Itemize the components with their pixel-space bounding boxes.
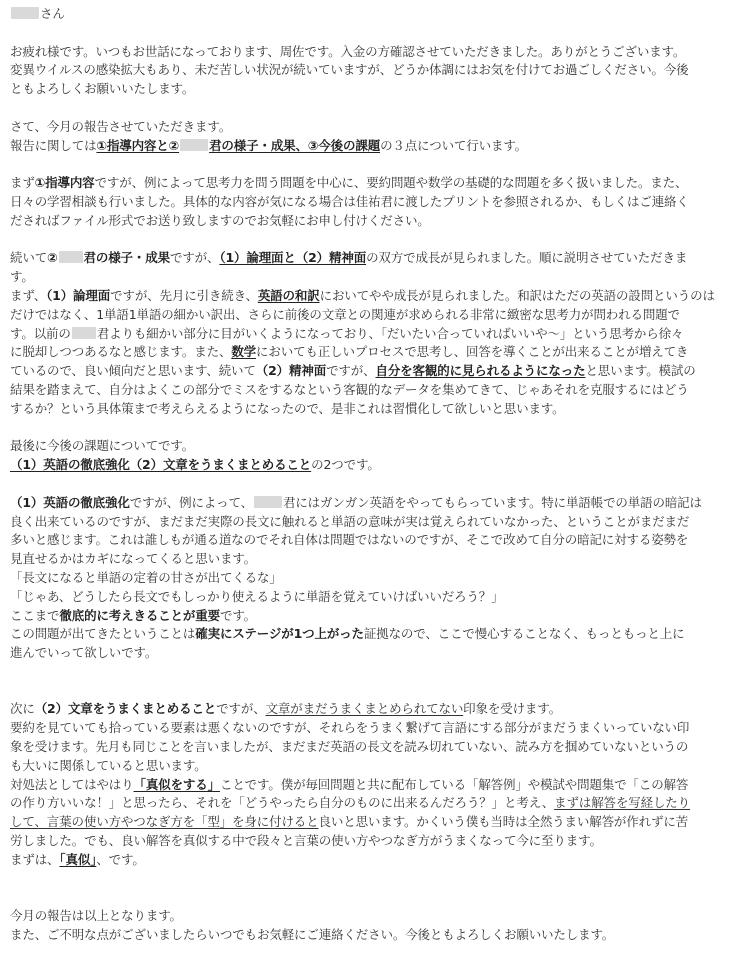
emphasis: 君の様子・成果 bbox=[83, 250, 170, 266]
spacer bbox=[10, 888, 738, 907]
p5-line-9 bbox=[10, 851, 738, 870]
underlined: して、言葉の使い方やつなぎ方を「型」を身に付けると bbox=[10, 814, 319, 830]
spacer bbox=[10, 475, 738, 494]
p4-line-5: 「長文になると単語の定着の甘さが出てくるな」 bbox=[10, 569, 282, 585]
p1-line-2: 日々の学習相談も行いました。具体的な内容が気になる場合は佳祐君に渡したプリントを参照されるか、もしくはご連絡く bbox=[10, 193, 689, 209]
emphasis: （1）論理面と（2）精神面 bbox=[219, 250, 367, 266]
emphasis: （2）文章をうまくまとめること bbox=[34, 701, 217, 717]
p2-line-3 bbox=[10, 287, 738, 306]
emphasis: 「真似をする」 bbox=[133, 776, 220, 792]
p4-line-6: 「じゃあ、どうしたら長文でもしっかり使えるように単語を覚えていけばいいだろう？」 bbox=[10, 588, 504, 604]
text: この問題が出てきたということは bbox=[10, 626, 196, 642]
p5-line-8: 労しました。でも、良い解答を真似する中で段々と言葉の使い方やつなぎ方がうまくなって今に至ります。 bbox=[10, 833, 602, 849]
text: ここまで bbox=[10, 607, 60, 623]
emphasis: 確実にステージが1つ上がった bbox=[195, 626, 364, 642]
emphasis: （2）精神面 bbox=[255, 363, 327, 379]
p3-line-2 bbox=[10, 456, 738, 475]
text: に脱却しつつあるなと感じます。また、 bbox=[10, 344, 232, 360]
p1-line-3: ださればファイル形式でお送り致しますのでお気軽にお申し付けください。 bbox=[10, 212, 430, 228]
p5-line-4: も大いに関係していると思います。 bbox=[10, 757, 207, 773]
text: です。 bbox=[219, 607, 257, 623]
p2-line-7 bbox=[10, 362, 738, 381]
intro-line-3: ともよろしくお願いいたします。 bbox=[10, 81, 195, 97]
p4-line-8 bbox=[10, 625, 738, 644]
text: 、です。 bbox=[96, 851, 145, 867]
p5-line-3: 象を受けます。先月も同じことを言いましたが、まだまだ英語の長文を読み切れていない、読み方を掴めていないというの bbox=[10, 739, 689, 755]
p5-line-5 bbox=[10, 776, 738, 795]
p4-line-9: 進んでいって欲しいです。 bbox=[10, 645, 158, 661]
text: の３点について行います。 bbox=[380, 137, 528, 153]
p5-line-2: 要約を見ていても拾っている要素は悪くないのですが、それらをうまく繋げて言語にする部分がまだうまくいっていない印 bbox=[10, 720, 690, 736]
p4-line-2: 良く出来ているのですが、まだまだ実際の長文に触れると単語の意味が実は覚えられていなかった、ということがまだまだ bbox=[10, 513, 690, 529]
closing-line-2: また、ご不明な点がございましたらいつでもお気軽にご連絡ください。今後ともよろしくお願いいたします。 bbox=[10, 927, 615, 943]
p4-line-7 bbox=[10, 607, 738, 626]
p2-line-9: するか？という具体策まで考えらえるようになったので、是非これは習慣化して欲しいと思います。 bbox=[10, 400, 565, 416]
text: 君よりも細かい部分に目がいくようになっており、「だいたい合っていればいいや〜」という思考から徐々 bbox=[96, 325, 684, 341]
p4-line-1 bbox=[10, 494, 738, 513]
text: 次に bbox=[10, 701, 35, 717]
text: 君にはガンガン英語をやってもらっています。特に単語帳での単語の暗記は bbox=[282, 494, 702, 510]
text: まずは、 bbox=[10, 851, 60, 867]
p4-line-4: 見直せるかはカギになってくると思います。 bbox=[10, 551, 257, 567]
spacer bbox=[10, 155, 738, 174]
p4-line-3: 多いと感じます。これは誰しもが通る道なのでそれ自体は問題ではないのですが、そこで改めて自分の暗記に対する姿勢を bbox=[10, 532, 689, 548]
redacted-name bbox=[180, 139, 208, 151]
closing-line-1: 今月の報告は以上となります。 bbox=[10, 908, 182, 924]
emphasis: 数学 bbox=[231, 344, 257, 360]
p2-line-1 bbox=[10, 249, 738, 268]
spacer bbox=[10, 231, 738, 250]
text: ているので、良い傾向だと思います、続いて bbox=[10, 363, 256, 379]
p2-line-5 bbox=[10, 325, 738, 344]
emphasis: 「真似」 bbox=[59, 851, 97, 867]
p3-line-1: 最後に今後の課題についてです。 bbox=[10, 438, 195, 454]
text: ですが、例によって思考力を問う問題を中心に、要約問題や数学の基礎的な問題を多く扱いました。また、 bbox=[94, 175, 688, 191]
email-body bbox=[10, 5, 738, 945]
text: 報告に関しては bbox=[10, 137, 97, 153]
p1-line-1 bbox=[10, 174, 738, 193]
report-line-2 bbox=[10, 137, 738, 156]
redacted-name bbox=[59, 251, 83, 263]
p2-line-8: 結果を踏まえて、自分はよくこの部分でミスをするなという客観的なデータを集めてきて、じゃあそれを克服するにはどう bbox=[10, 381, 689, 397]
text: 良いと思います。かくいう僕も当時は全然うまい解答が作れずに苦 bbox=[318, 814, 689, 830]
text: ですが、 bbox=[326, 363, 376, 379]
emphasis: （1）英語の徹底強化 bbox=[10, 494, 130, 510]
emphasis: ② bbox=[47, 250, 58, 266]
p2-line-4: だけではなく、1単語1単語の細かい訳出、さらに前後の文章との関連が求められる非常に緻密な思考力が問われる問題で bbox=[10, 306, 680, 322]
emphasis: （1）英語の徹底強化（2）文章をうまくまとめること bbox=[10, 457, 312, 473]
redacted-name bbox=[11, 7, 39, 19]
greeting-text: さん bbox=[40, 6, 65, 21]
p2-line-2: す。 bbox=[10, 269, 34, 285]
spacer bbox=[10, 99, 738, 118]
emphasis: （1）論理面 bbox=[46, 287, 111, 303]
text: ことです。僕が毎回問題と共に配布している「解答例」や模試や問題集で「この解答 bbox=[219, 776, 689, 792]
greeting-line bbox=[10, 5, 738, 24]
text: まず、 bbox=[10, 287, 47, 303]
text: 証拠なので、ここで慢心することなく、もっともっと上に bbox=[363, 626, 685, 642]
emphasis: ①指導内容と② bbox=[96, 137, 180, 153]
text: まず bbox=[10, 175, 35, 191]
text: においても正しいプロセスで思考し、回答を導くことが出来ることが増えてき bbox=[256, 344, 689, 360]
spacer bbox=[10, 682, 738, 701]
spacer bbox=[10, 870, 738, 889]
text: と思います。模試の bbox=[585, 363, 696, 379]
underlined: まずは解答を写経したり bbox=[554, 795, 691, 811]
p5-line-6 bbox=[10, 794, 738, 813]
text: ですが、 bbox=[216, 701, 266, 717]
text: の双方で成長が見られました。順に説明させていただきま bbox=[366, 250, 688, 266]
spacer bbox=[10, 663, 738, 682]
emphasis: 君の様子・成果、③今後の課題 bbox=[209, 137, 381, 153]
report-line-1: さて、今月の報告させていただきます。 bbox=[10, 118, 232, 134]
text: ですが、例によって、 bbox=[129, 494, 253, 510]
emphasis: 自分を客観的に見られるようになった bbox=[375, 363, 586, 379]
emphasis: 徹底的に考えきることが重要 bbox=[59, 607, 220, 623]
p5-line-7 bbox=[10, 813, 738, 832]
redacted-name bbox=[72, 327, 96, 339]
text: の2つです。 bbox=[311, 457, 380, 473]
redacted-name bbox=[254, 496, 282, 508]
spacer bbox=[10, 24, 738, 43]
underlined: 文章がまだうまくまとめられてない bbox=[265, 701, 464, 717]
emphasis: 英語の和訳 bbox=[257, 287, 320, 303]
text: ですが、先月に引き続き、 bbox=[110, 287, 258, 303]
text: 印象を受けます。 bbox=[463, 701, 561, 717]
emphasis: ①指導内容 bbox=[34, 175, 95, 191]
p2-line-6 bbox=[10, 343, 738, 362]
text: 続いて bbox=[10, 250, 48, 266]
p5-line-1 bbox=[10, 700, 738, 719]
spacer bbox=[10, 419, 738, 438]
text: 対処法としてはやはり bbox=[10, 776, 134, 792]
intro-line-2: 変異ウイルスの感染拡大もあり、未だ苦しい状況が続いていますが、どうか体調にはお気を付けてお過ごしください。今後 bbox=[10, 62, 689, 78]
text: す。以前の bbox=[10, 325, 71, 341]
text: ですが、 bbox=[169, 250, 220, 266]
intro-line-1: お疲れ様です。いつもお世話になっております、周佐です。入金の方確認させていただきました。ありがとうございます。 bbox=[10, 43, 686, 59]
text: においてやや成長が見られました。和訳はただの英語の設問というのは bbox=[319, 287, 715, 303]
text: の作り方いいな！」と思ったら、それを「どうやったら自分のものに出来るんだろう？」と考え、 bbox=[10, 795, 555, 811]
